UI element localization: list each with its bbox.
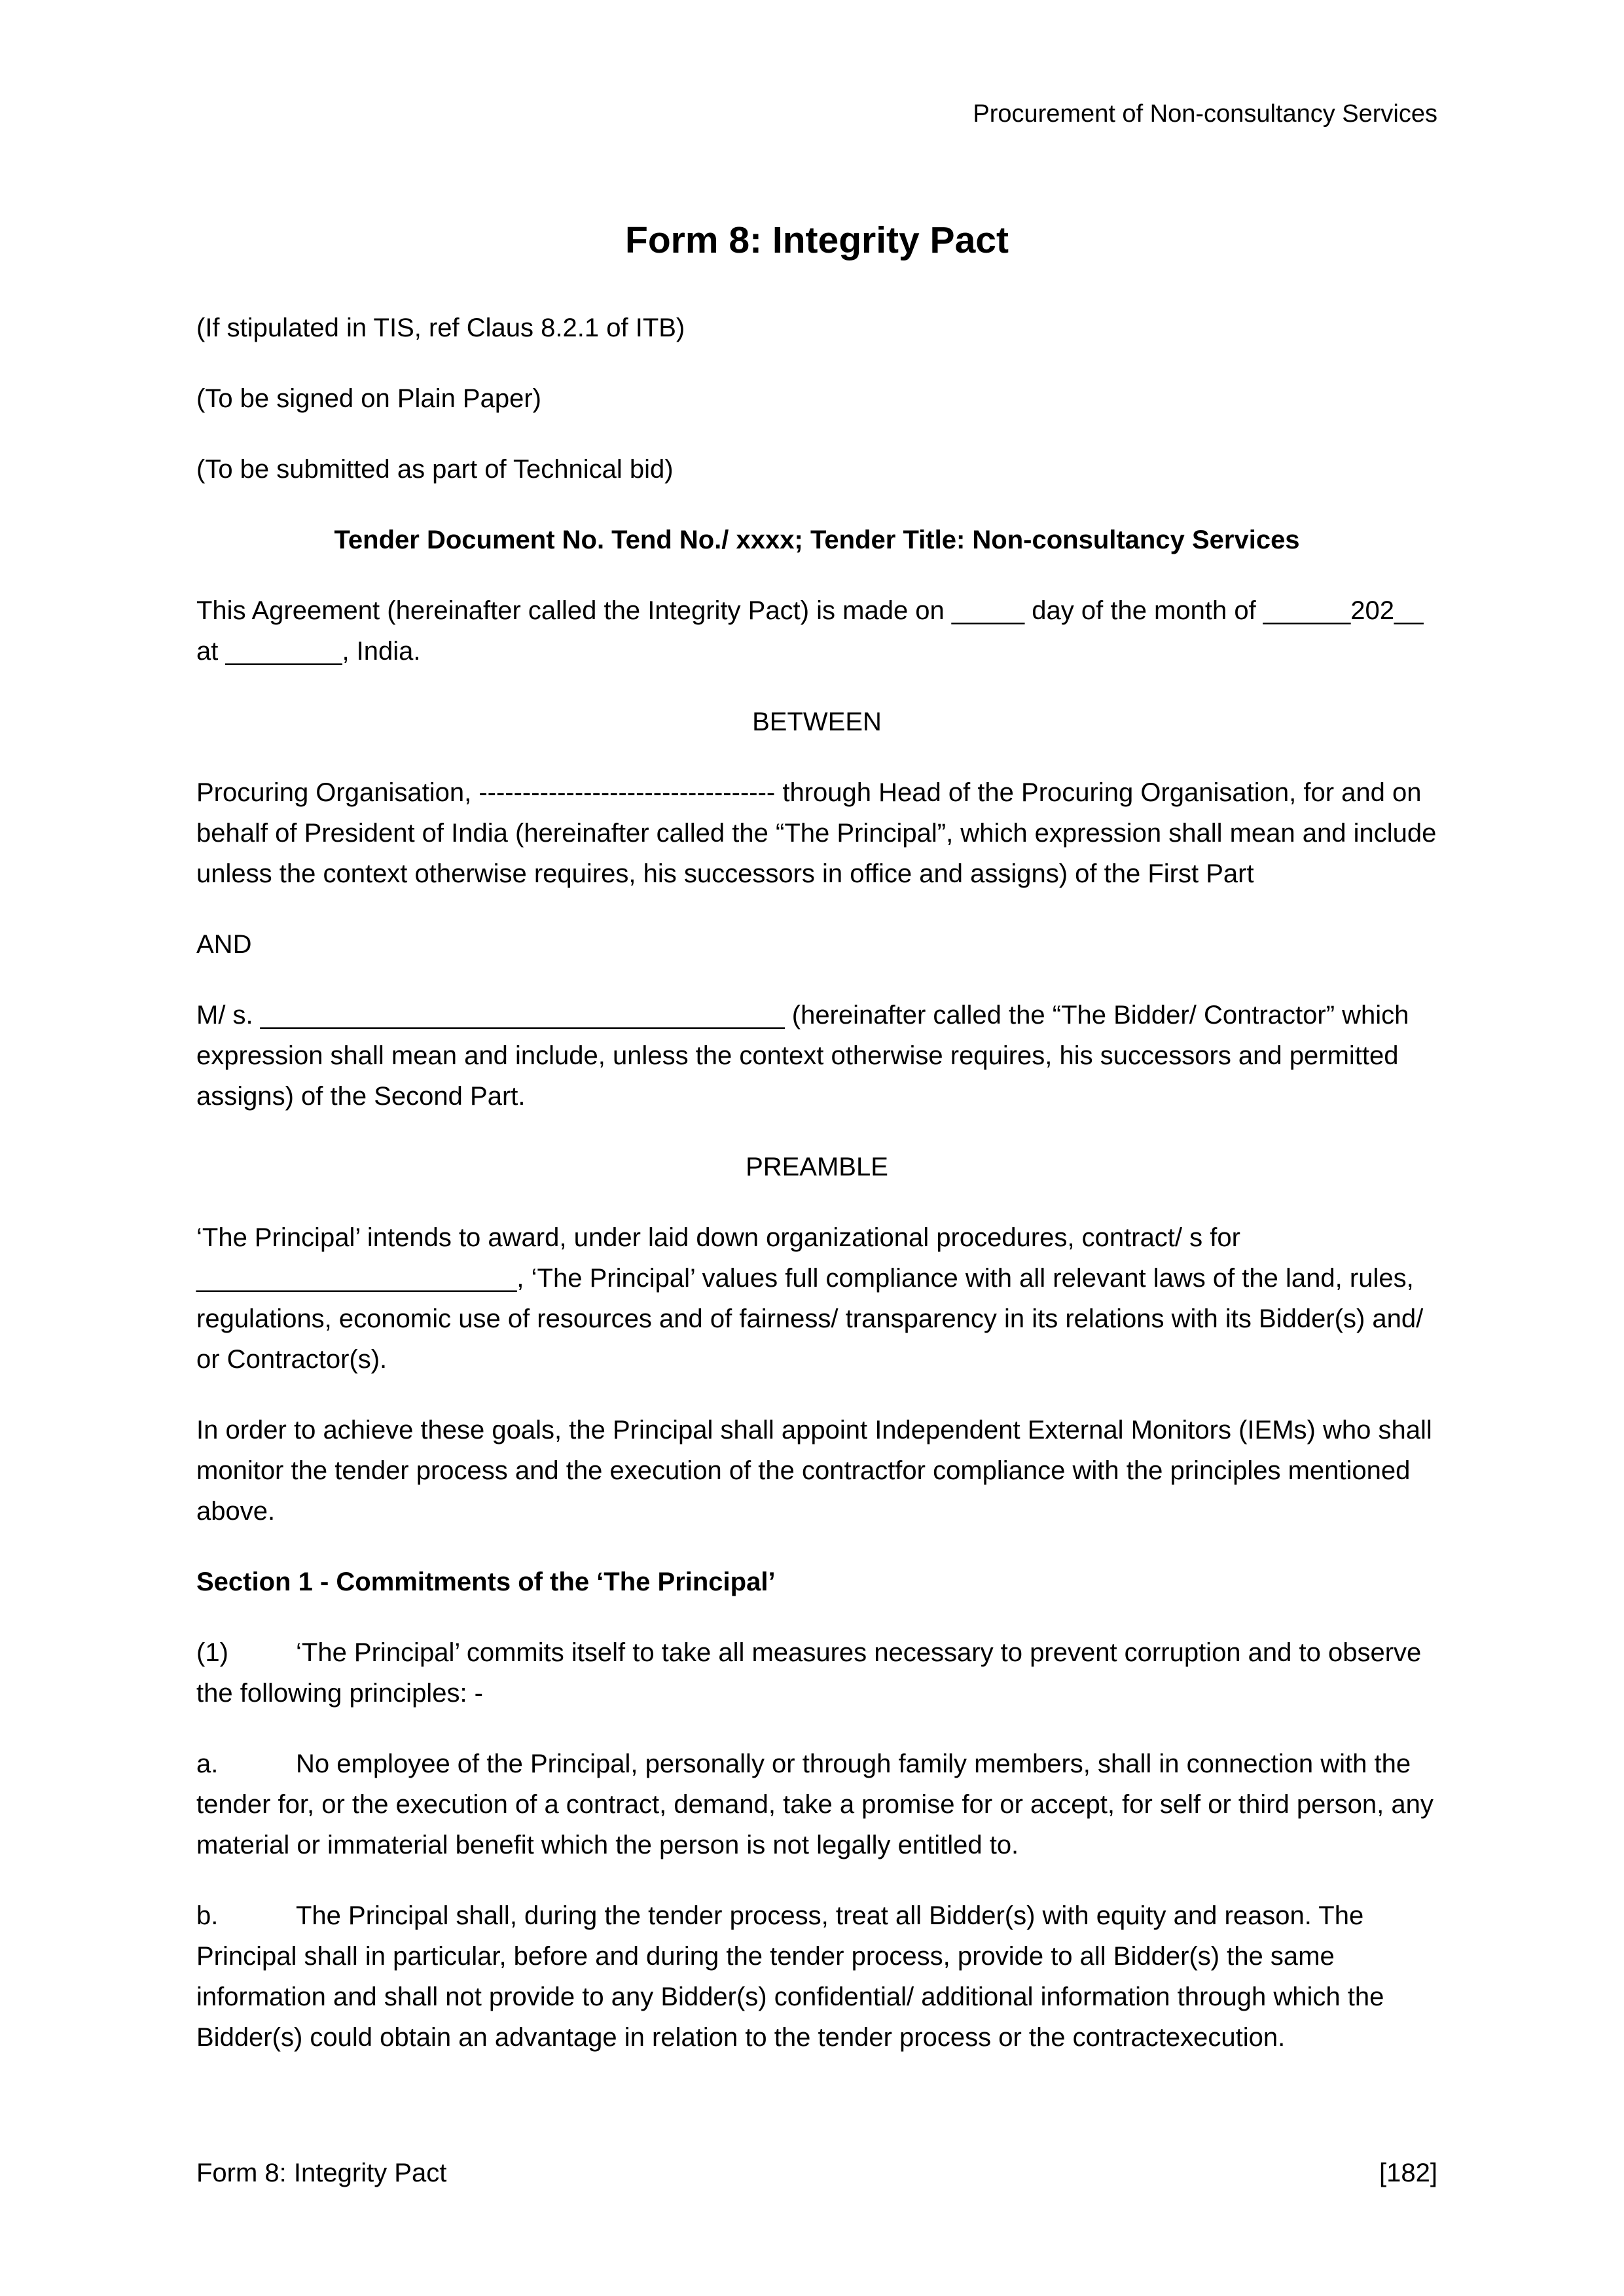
note-technical-bid: (To be submitted as part of Technical bid)	[196, 455, 674, 484]
clause-b	[196, 1895, 1437, 2058]
footer-left: Form 8: Integrity Pact	[196, 2159, 447, 2187]
and-label: AND	[196, 930, 252, 960]
preamble-paragraph-2: In order to achieve these goals, the Principal shall appoint Independent External Monitors (IEMs) who shall monitor the tender process and the execution of the contractfor compliance with the principles mentioned above.	[196, 1416, 1432, 1526]
preamble-label: PREAMBLE	[746, 1153, 888, 1182]
note-plain-paper: (To be signed on Plain Paper)	[196, 384, 541, 414]
clause-b-marker: b.	[196, 1901, 219, 1931]
clause-a-text: No employee of the Principal, personally or through family members, shall in connection with the tender for, or the execution of a contract, demand, take a promise for or accept, for self or third person, any material or immaterial benefit which the person is not legally entitled to.	[196, 1749, 1434, 1860]
clause-1-marker: (1)	[196, 1638, 228, 1668]
page-title: Form 8: Integrity Pact	[625, 219, 1009, 262]
second-party-paragraph: M/ s. ____________________________________ (hereinafter called the “The Bidder/ Contractor” which expression shall mean and include, unless the context otherwise requires, his successors and permitted assigns) of the Second Part.	[196, 1001, 1409, 1111]
page-header	[196, 98, 1437, 130]
clause-a-marker: a.	[196, 1749, 219, 1779]
clause-1-text: ‘The Principal’ commits itself to take all measures necessary to prevent corruption and to observe the following principles: -	[196, 1638, 1422, 1708]
page-footer	[196, 2159, 1437, 2188]
note-stipulation: (If stipulated in TIS, ref Claus 8.2.1 of ITB)	[196, 314, 685, 343]
clause-a	[196, 1744, 1437, 1865]
between-label: BETWEEN	[752, 708, 882, 737]
header-text: Procurement of Non-consultancy Services	[973, 100, 1437, 128]
clause-b-text: The Principal shall, during the tender process, treat all Bidder(s) with equity and reason. The Principal shall in particular, before and during the tender process, provide to all Bidder(s) the same information and shall not provide to any Bidder(s) confidential/ additional information through which the Bidder(s) could obtain an advantage in relation to the tender process or the contractexecution.	[196, 1901, 1384, 2053]
tender-title-line: Tender Document No. Tend No./ xxxx; Tender Title: Non-consultancy Services	[334, 526, 1300, 555]
first-party-paragraph: Procuring Organisation, ---------------------------------- through Head of the Procuring Organisation, for and on behalf of President of India (hereinafter called the “The Principal”, which expression shall mean and include unless the context otherwise requires, his successors in office and assigns) of the First Part	[196, 778, 1437, 889]
section-1-heading: Section 1 - Commitments of the ‘The Principal’	[196, 1568, 776, 1597]
agreement-intro: This Agreement (hereinafter called the Integrity Pact) is made on _____ day of the month of ______202__ at ________, India.	[196, 596, 1424, 666]
preamble-paragraph-1: ‘The Principal’ intends to award, under laid down organizational procedures, contract/ s for ______________________, ‘The Principal’ values full compliance with all relevant laws of the land, rules, regulations, economic use of resources and of fairness/ transparency in its relations with its Bidder(s) and/ or Contractor(s).	[196, 1223, 1424, 1374]
footer-right: [182]	[1379, 2159, 1437, 2187]
clause-1	[196, 1632, 1437, 1713]
